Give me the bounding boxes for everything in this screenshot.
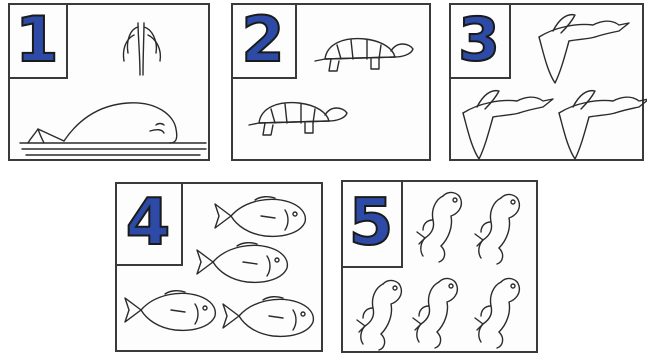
- number-4: 4: [125, 186, 171, 260]
- duck-icon: [451, 5, 646, 163]
- card-2: [231, 3, 431, 161]
- number-3: 3: [458, 5, 500, 75]
- whale-icon: [10, 5, 212, 163]
- card-4: [115, 182, 323, 352]
- card-5: [341, 180, 538, 353]
- number-1: 1: [15, 3, 59, 76]
- fish-icon: [117, 184, 325, 354]
- number-2: 2: [241, 3, 285, 76]
- frog-icon: [343, 182, 540, 355]
- card-3: [449, 3, 644, 161]
- card-1: [8, 3, 210, 161]
- number-5: 5: [348, 186, 394, 260]
- turtle-icon: [233, 5, 433, 163]
